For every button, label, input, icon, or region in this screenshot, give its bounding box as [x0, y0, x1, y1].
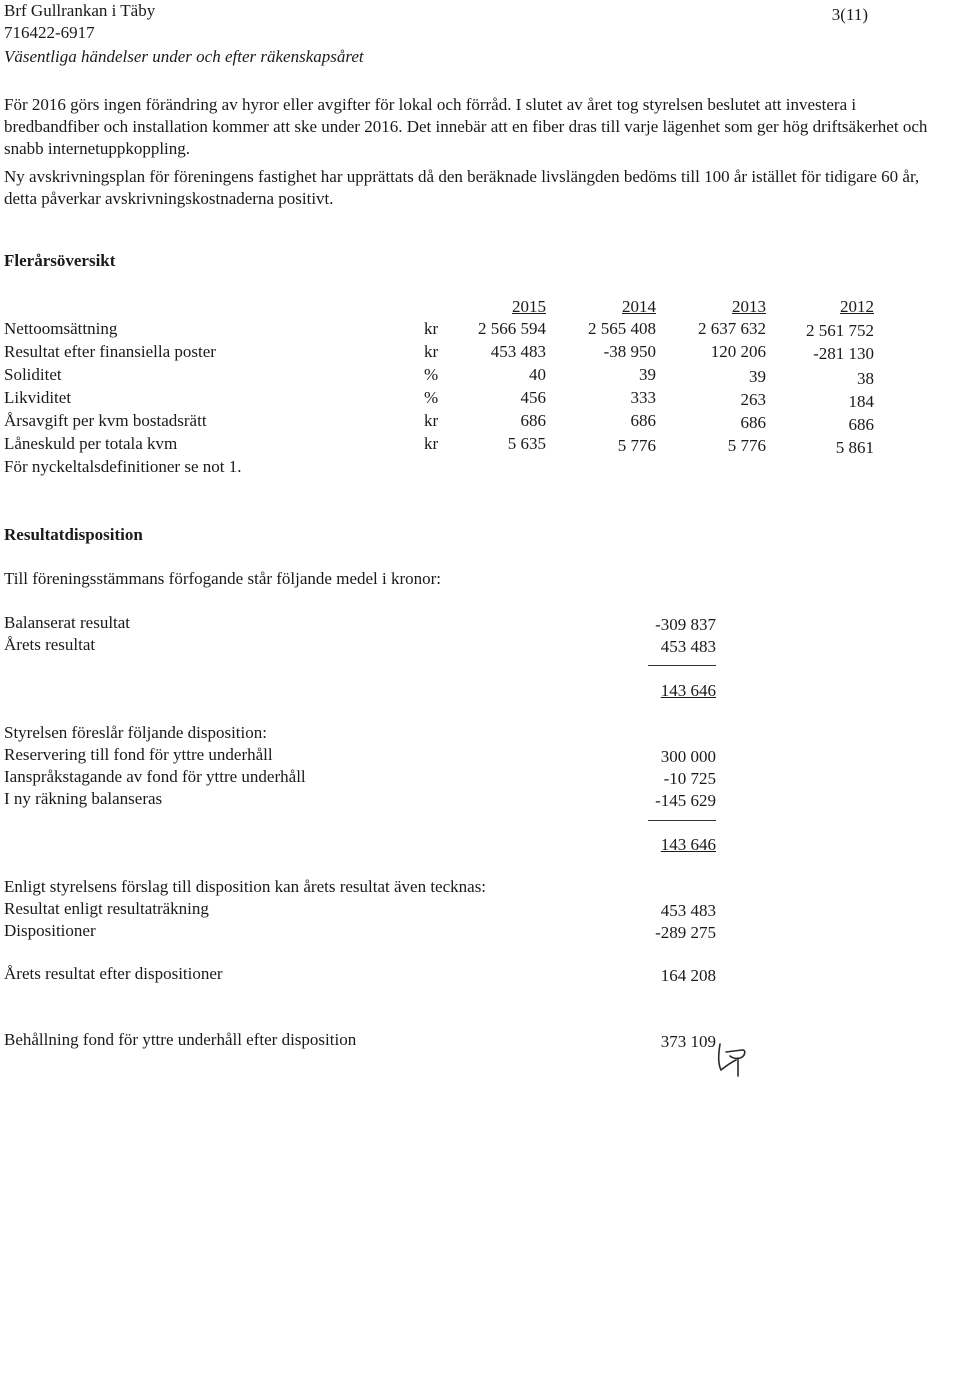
line-item-label: Årets resultat: [4, 635, 96, 654]
table-cell: 2 565 408: [588, 319, 656, 338]
line-item-label: Resultat enligt resultaträkning: [4, 899, 209, 918]
table-cell: 2 561 752: [806, 321, 874, 340]
line-item-label: Ianspråkstagande av fond för yttre underhåll: [4, 767, 306, 786]
table-row-label: Nettoomsättning: [4, 319, 118, 338]
line-item-value: 300 000: [660, 747, 716, 766]
table-row-unit: kr: [424, 411, 439, 430]
table-cell: 5 635: [507, 434, 546, 453]
section-heading: Väsentliga händelser under och efter räkenskapsåret: [4, 47, 364, 66]
table-cell: 39: [639, 365, 656, 384]
proposal-intro: Styrelsen föreslår följande disposition:: [4, 723, 267, 742]
table-cell: 40: [529, 365, 546, 384]
line-item-label: Balanserat resultat: [4, 613, 131, 632]
disposition-title: Resultatdisposition: [4, 525, 143, 544]
year-header: 2014: [622, 297, 656, 316]
handwritten-initials-signature: [712, 1030, 756, 1080]
table-cell: 686: [520, 411, 546, 430]
table-cell: 456: [520, 388, 546, 407]
fund-value: 373 109: [660, 1032, 716, 1051]
table-row-unit: %: [424, 388, 439, 407]
table-cell: 686: [630, 411, 656, 430]
table-cell: 453 483: [490, 342, 546, 361]
table-row-label: Likviditet: [4, 388, 72, 407]
table-row-unit: kr: [424, 434, 439, 453]
table-cell: -38 950: [603, 342, 656, 361]
table-cell: 333: [630, 388, 656, 407]
table-row-label: Årsavgift per kvm bostadsrätt: [4, 411, 207, 430]
available-total: 143 646: [660, 681, 716, 700]
year-header: 2013: [732, 297, 766, 316]
year-header: 2012: [840, 297, 874, 316]
organization-number: 716422-6917: [4, 23, 95, 42]
fund-label: Behållning fond för yttre underhåll efter disposition: [4, 1030, 357, 1049]
line-item-value: -289 275: [655, 923, 716, 942]
disposition-intro: Till föreningsstämmans förfogande står följande medel i kronor:: [4, 569, 442, 588]
table-cell: 184: [848, 392, 874, 411]
table-cell: 686: [740, 413, 766, 432]
line-item-value: 453 483: [660, 901, 716, 920]
intro-paragraph-2: Ny avskrivningsplan för föreningens fastighet har upprättats då den beräknade livslängden bedöms till 100 år istället för tidigare 60 år, detta påverkar avskrivningskostnaderna positivt.: [4, 167, 920, 208]
proposal-total: 143 646: [660, 835, 716, 854]
table-row-label: Resultat efter finansiella poster: [4, 342, 216, 361]
table-cell: 5 776: [727, 436, 766, 455]
table-row-unit: kr: [424, 319, 439, 338]
table-cell: 263: [740, 390, 766, 409]
table-cell: 686: [848, 415, 874, 434]
sum-rule: [648, 820, 716, 821]
table-cell: -281 130: [813, 344, 874, 363]
page-number: 3(11): [831, 5, 868, 24]
line-item-value: 453 483: [660, 637, 716, 656]
line-item-value: -10 725: [663, 769, 716, 788]
line-item-label: Dispositioner: [4, 921, 96, 940]
year-header: 2015: [512, 297, 546, 316]
table-row-label: Soliditet: [4, 365, 62, 384]
overview-note: För nyckeltalsdefinitioner se not 1.: [4, 457, 242, 476]
intro-paragraph-1: För 2016 görs ingen förändring av hyror eller avgifter för lokal och förråd. I slutet av året tog styrelsen beslutet att investera i bredbandfiber och installation kommer att ske under 2016. Det innebär att en fiber dras till varje lägenhet som ger hög driftsäkerhet och snabb internetuppkoppling.: [4, 95, 928, 158]
sum-rule: [648, 665, 716, 666]
table-cell: 2 566 594: [478, 319, 546, 338]
line-item-value: -145 629: [655, 791, 716, 810]
organization-name: Brf Gullrankan i Täby: [4, 1, 156, 20]
table-cell: 120 206: [710, 342, 766, 361]
after-dispositions-value: 164 208: [660, 966, 716, 985]
after-dispositions-label: Årets resultat efter dispositioner: [4, 964, 223, 983]
table-row-unit: %: [424, 365, 439, 384]
line-item-value: -309 837: [655, 615, 716, 634]
table-row-unit: kr: [424, 342, 439, 361]
table-cell: 2 637 632: [698, 319, 766, 338]
table-cell: 5 861: [835, 438, 874, 457]
line-item-label: Reservering till fond för yttre underhåll: [4, 745, 273, 764]
table-cell: 39: [749, 367, 766, 386]
table-row-label: Låneskuld per totala kvm: [4, 434, 178, 453]
alt-intro: Enligt styrelsens förslag till disposition kan årets resultat även tecknas:: [4, 877, 487, 896]
table-cell: 38: [857, 369, 874, 388]
table-cell: 5 776: [617, 436, 656, 455]
line-item-label: I ny räkning balanseras: [4, 789, 163, 808]
overview-title: Flerårsöversikt: [4, 251, 116, 270]
